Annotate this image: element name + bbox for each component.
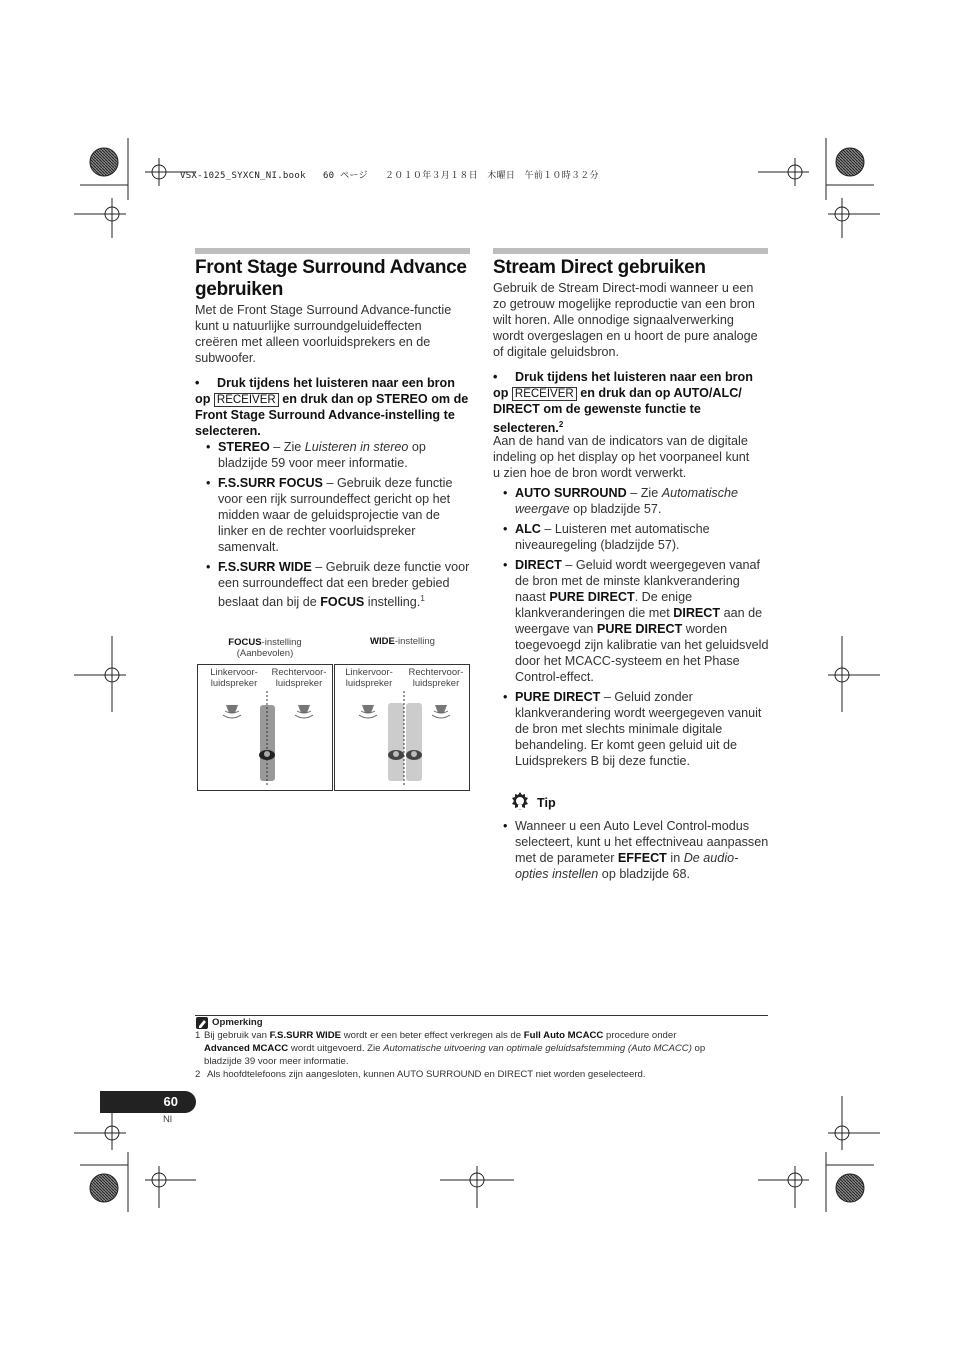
right-speaker-label: Rechtervoor- luidspreker — [408, 667, 464, 689]
step-text: op — [195, 392, 211, 406]
lightbulb-icon — [508, 791, 532, 815]
list-item: • ALC – Luisteren met automatische niveauregeling (bladzijde 57). — [493, 521, 769, 553]
right-section-title: Stream Direct gebruiken — [493, 257, 706, 278]
step-text: op — [493, 386, 509, 400]
page-language: Nl — [163, 1114, 172, 1125]
left-section-title — [195, 257, 475, 301]
wide-diagram-graphic — [335, 665, 469, 790]
step-text: selecteren. — [493, 421, 559, 436]
wide-title: WIDE-instelling — [370, 636, 435, 647]
right-after — [493, 433, 773, 481]
text-line: subwoofer. — [195, 351, 256, 365]
right-options-list — [493, 485, 769, 773]
list-item: • Wanneer u een Auto Level Control-modus selecteert, kunt u het effectniveau aanpassen met de parameter EFFECT in De audio-opties instellen op bladzijde 68. — [493, 818, 769, 882]
text-line: wilt horen. Alle onnodige signaalverwerking — [493, 313, 734, 327]
step-text: Front Stage Surround Advance-instelling te — [195, 408, 455, 422]
right-step — [493, 369, 778, 436]
step-text: selecteren. — [195, 424, 261, 438]
speaker-icon — [359, 705, 377, 718]
list-item: • F.S.SURR FOCUS – Gebruik deze functie voor een rijk surroundeffect gericht op het midden waar de geluidsprojectie van de linker en de rechter voorluidspreker samenvalt. — [196, 475, 471, 555]
footnote-2: 2 Als hoofdtelefoons zijn aangesloten, kunnen AUTO SURROUND en DIRECT niet worden geselecteerd. — [195, 1069, 646, 1080]
footnote-ref: 2 — [558, 420, 564, 429]
step-text: Druk tijdens het luisteren naar een bron — [515, 370, 753, 384]
print-header: VSX-1025_SYXCN_NI.book 60 ページ ２０１０年３月１８日 木曜日 午前１０時３２分 — [180, 171, 599, 181]
list-item: • DIRECT – Geluid wordt weergegeven vanaf de bron met de minste klankverandering naast PURE DIRECT. De enige klankveranderingen die met DIRECT aan de weergave van PURE DIRECT worden toegevoegd zijn kalibratie van het geluidsveld door het MCACC-systeem en het Phase Control-effect. — [493, 557, 769, 685]
list-item: • PURE DIRECT – Geluid zonder klankverandering wordt weergegeven vanuit de bron met slechts minimale digitale behandeling. Er komt geen geluid uit de Luidsprekers B bij deze functie. — [493, 689, 769, 769]
focus-diagram — [197, 664, 333, 791]
bullet: • — [493, 370, 498, 384]
tip-list — [493, 818, 769, 886]
left-step — [195, 375, 480, 439]
list-item: • STEREO – Zie Luisteren in stereo op bladzijde 59 voor meer informatie. — [196, 439, 471, 471]
text-line: creëren met alleen voorluidsprekers en de — [195, 335, 431, 349]
bullet: • — [195, 376, 200, 390]
right-speaker-label: Rechtervoor- luidspreker — [271, 667, 327, 689]
right-intro — [493, 280, 773, 360]
step-text: en druk dan op AUTO/ALC/ — [580, 386, 742, 400]
left-options-list — [196, 439, 471, 614]
speaker-icon — [295, 705, 313, 718]
speaker-icon — [223, 705, 241, 718]
title-line: gebruiken — [195, 279, 284, 300]
page-number: 60 — [163, 1094, 178, 1109]
focus-title: FOCUS-instelling (Aanbevolen) — [228, 637, 302, 659]
text-line: Met de Front Stage Surround Advance-functie — [195, 303, 452, 317]
left-speaker-label: Linkervoor- luidspreker — [345, 667, 393, 689]
tip-label: Tip — [537, 796, 556, 810]
note-icon — [196, 1017, 208, 1029]
wide-diagram — [334, 664, 470, 791]
title-line: Front Stage Surround Advance — [195, 257, 467, 278]
text-line: zo getrouw mogelijke reproductie van een bron — [493, 297, 755, 311]
left-speaker-label: Linkervoor- luidspreker — [210, 667, 258, 689]
footnote-rule — [195, 1015, 768, 1016]
text-line: Gebruik de Stream Direct-modi wanneer u een — [493, 281, 754, 295]
section-rule — [195, 248, 470, 254]
text-line: wordt overgeslagen en u hoort de pure analoge — [493, 329, 758, 343]
text-line: u zien hoe de bron wordt verwerkt. — [493, 466, 687, 480]
section-rule — [493, 248, 768, 254]
tip-heading — [508, 791, 628, 815]
receiver-key: RECEIVER — [512, 387, 577, 401]
list-item: • AUTO SURROUND – Zie Automatische weergave op bladzijde 57. — [493, 485, 769, 517]
focus-diagram-graphic — [198, 665, 332, 790]
receiver-key: RECEIVER — [214, 393, 279, 407]
footnote-1: 1 Bij gebruik van F.S.SURR WIDE wordt er een beter effect verkregen als de Full Auto MCACC procedure onder Advanced MCACC wordt uitgevoerd. Zie Automatische uitvoering van optimale geluidsafstemming (Auto MCACC) op bladzijde 39 voor meer informatie. — [195, 1030, 706, 1067]
page-number-tab — [100, 1091, 196, 1113]
list-item: • F.S.SURR WIDE – Gebruik deze functie voor een surroundeffect dat een breder gebied beslaat dan bij de FOCUS instelling.$^1$ — [196, 559, 471, 610]
text-line: Aan de hand van de indicators van de digitale — [493, 434, 748, 448]
step-text: en druk dan op STEREO om de — [282, 392, 469, 406]
left-intro — [195, 302, 475, 366]
step-text: Druk tijdens het luisteren naar een bron — [217, 376, 455, 390]
speaker-icon — [432, 705, 450, 718]
text-line: indeling op het display op het voorpaneel kunt — [493, 450, 750, 464]
text-line: of digitale geluidsbron. — [493, 345, 620, 359]
text-line: kunt u natuurlijke surroundgeluideffecten — [195, 319, 422, 333]
step-text: DIRECT om de gewenste functie te — [493, 402, 701, 416]
note-label: Opmerking — [212, 1017, 263, 1028]
